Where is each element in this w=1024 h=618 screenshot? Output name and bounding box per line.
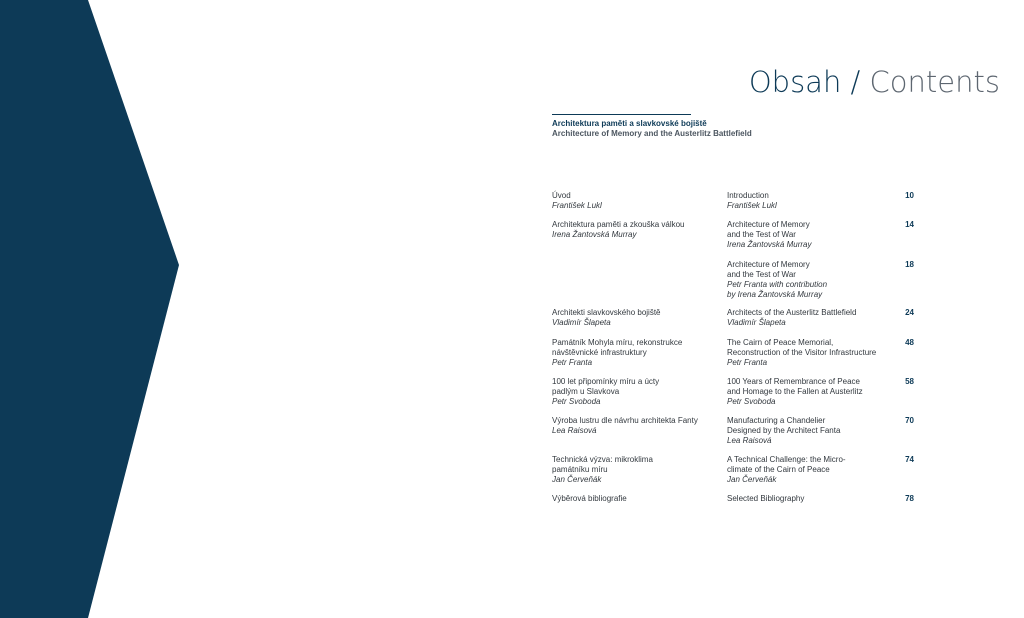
- toc-entry-title: The Cairn of Peace Memorial,: [727, 338, 834, 347]
- toc-entry-czech: [552, 338, 682, 368]
- title-czech: Obsah: [748, 65, 842, 99]
- heading-rule: [552, 114, 691, 115]
- toc-entry-author: Petr Svoboda: [552, 397, 601, 406]
- toc-entry-title: návštěvnické infrastruktury: [552, 348, 647, 357]
- toc-entry-title: Architektura paměti a zkouška válkou: [552, 220, 685, 229]
- chevron-arrow-graphic: [0, 0, 190, 618]
- subtitle-english: Architecture of Memory and the Austerlitz Battlefield: [552, 129, 752, 138]
- toc-entry-english: [727, 191, 777, 211]
- toc-page-number: 78: [905, 494, 914, 503]
- toc-entry-title: památníku míru: [552, 465, 608, 474]
- toc-entry-author: Jan Červeňák: [552, 475, 602, 484]
- toc-entry-title: Architecture of Memory: [727, 220, 810, 229]
- toc-page-number: 18: [905, 260, 914, 269]
- toc-entry-title: Introduction: [727, 191, 769, 200]
- toc-entry-title: Architecture of Memory: [727, 260, 810, 269]
- toc-entry-czech: [552, 220, 685, 240]
- toc-entry-author: Irena Žantovská Murray: [552, 230, 637, 239]
- toc-entry-english: [727, 260, 827, 300]
- toc-entry-author: Vladimír Šlapeta: [727, 318, 786, 327]
- toc-entry-czech: [552, 308, 661, 328]
- page-title: [749, 64, 1000, 100]
- toc-page-number: 10: [905, 191, 914, 200]
- toc-entry-english: [727, 338, 876, 368]
- toc-entry-author: Lea Raisová: [552, 426, 597, 435]
- toc-entry-author: Petr Franta: [552, 358, 593, 367]
- toc-entry-author: Vladimír Šlapeta: [552, 318, 611, 327]
- toc-entry-title: padlým u Slavkova: [552, 387, 620, 396]
- toc-entry-czech: [552, 455, 653, 485]
- title-english: Contents: [869, 65, 1000, 99]
- toc-page-number: 58: [905, 377, 914, 386]
- toc-entry-author: Jan Červeňák: [727, 475, 777, 484]
- toc-entry-title: climate of the Cairn of Peace: [727, 465, 830, 474]
- toc-entry-author: Irena Žantovská Murray: [727, 240, 812, 249]
- toc-entry-english: [727, 308, 856, 328]
- toc-entry-czech: [552, 494, 627, 504]
- toc-entry-english: [727, 494, 804, 504]
- toc-entry-title: Designed by the Architect Fanta: [727, 426, 841, 435]
- toc-page-number: 70: [905, 416, 914, 425]
- toc-entry-author: František Lukl: [727, 201, 777, 210]
- toc-page-number: 74: [905, 455, 914, 464]
- toc-entry-czech: [552, 416, 698, 436]
- toc-entry-czech: [552, 191, 602, 211]
- toc-page-number: 24: [905, 308, 914, 317]
- toc-entry-author: Lea Raisová: [727, 436, 772, 445]
- toc-entry-title: Selected Bibliography: [727, 494, 805, 503]
- toc-entry-english: [727, 416, 840, 446]
- book-subtitle: [552, 119, 752, 139]
- toc-entry-author: by Irena Žantovská Murray: [727, 290, 823, 299]
- toc-entry-title: A Technical Challenge: the Micro-: [727, 455, 846, 464]
- toc-entry-title: Výroba lustru dle návrhu architekta Fanty: [552, 416, 698, 425]
- toc-page-number: 14: [905, 220, 914, 229]
- toc-entry-title: and Homage to the Fallen at Austerlitz: [727, 387, 863, 396]
- toc-entry-title: Architekti slavkovského bojiště: [552, 308, 661, 317]
- title-separator: /: [850, 65, 861, 99]
- toc-entry-title: and the Test of War: [727, 270, 796, 279]
- toc-entry-author: Petr Franta: [727, 358, 768, 367]
- toc-entry-english: [727, 455, 846, 485]
- toc-page-number: 48: [905, 338, 914, 347]
- toc-entry-title: Technická výzva: mikroklima: [552, 455, 653, 464]
- toc-entry-title: 100 Years of Remembrance of Peace: [727, 377, 860, 386]
- toc-entry-english: [727, 377, 863, 407]
- toc-entry-title: 100 let připomínky míru a úcty: [552, 377, 660, 386]
- subtitle-czech: Architektura paměti a slavkovské bojiště: [552, 119, 707, 128]
- toc-entry-title: Architects of the Austerlitz Battlefield: [727, 308, 857, 317]
- toc-entry-title: Úvod: [552, 191, 571, 200]
- toc-entry-author: Petr Franta with contribution: [727, 280, 828, 289]
- toc-entry-title: Památník Mohyla míru, rekonstrukce: [552, 338, 683, 347]
- toc-entry-author: František Lukl: [552, 201, 602, 210]
- toc-entry-title: Reconstruction of the Visitor Infrastructure: [727, 348, 877, 357]
- toc-entry-title: Manufacturing a Chandelier: [727, 416, 826, 425]
- toc-entry-author: Petr Svoboda: [727, 397, 776, 406]
- toc-entry-title: Výběrová bibliografie: [552, 494, 627, 503]
- toc-entry-title: and the Test of War: [727, 230, 796, 239]
- toc-entry-english: [727, 220, 811, 250]
- toc-entry-czech: [552, 377, 659, 407]
